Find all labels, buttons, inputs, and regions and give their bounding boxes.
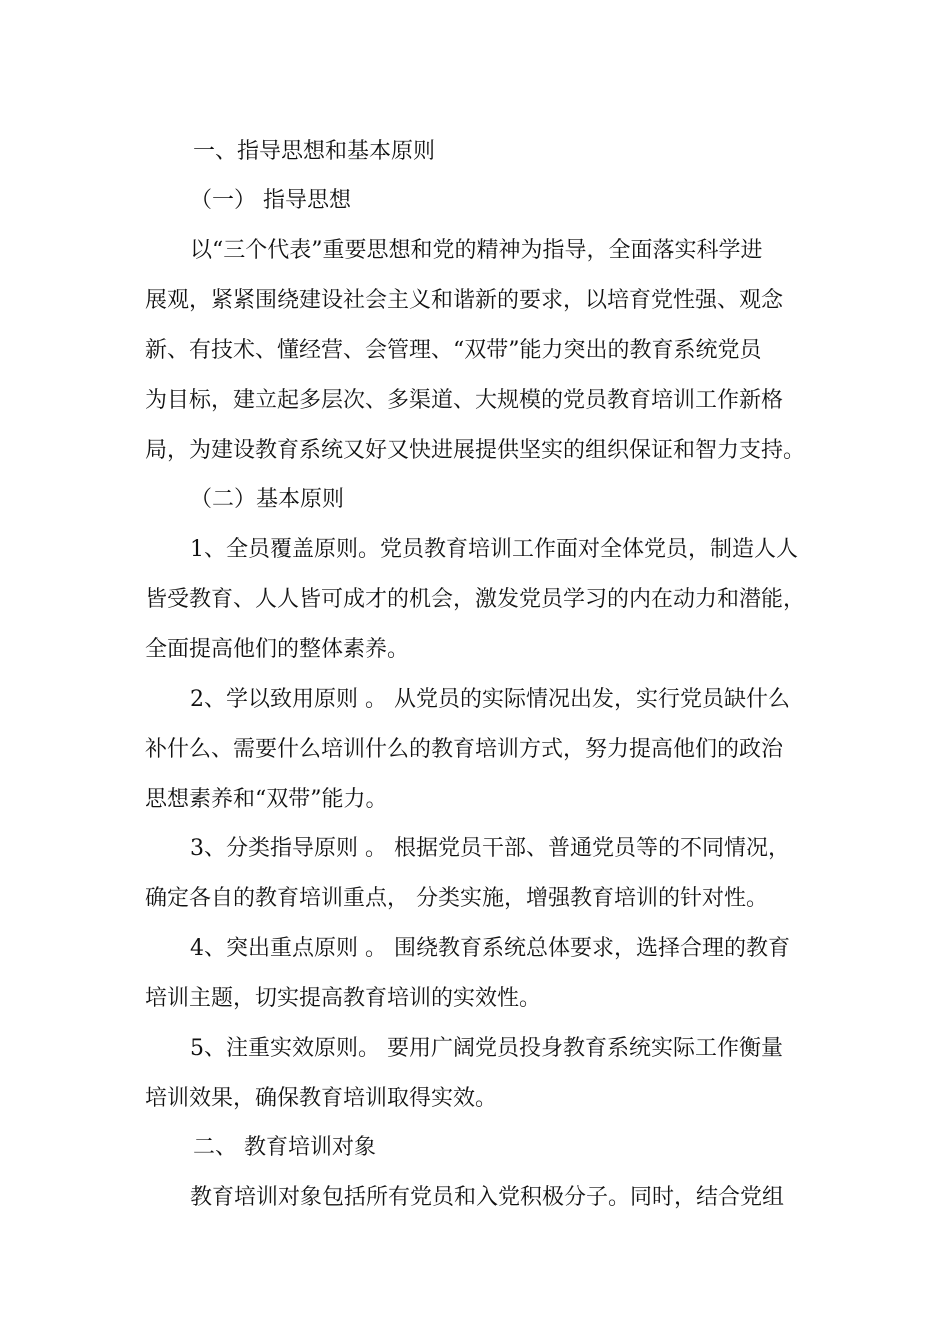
paragraph-line: 培训主题，切实提高教育培训的实效性。 <box>145 986 542 1011</box>
paragraph-line: 3、分类指导原则 。 根据党员干部、普通党员等的不同情况， <box>190 836 790 861</box>
subsection-heading-1: （一） 指导思想 <box>190 188 351 213</box>
paragraph-line: 为目标，建立起多层次、多渠道、大规模的党员教育培训工作新格 <box>145 388 784 413</box>
subsection-heading-2: （二）基本原则 <box>190 487 345 512</box>
paragraph-line: 局，为建设教育系统又好又快进展提供坚实的组织保证和智力支持。 <box>145 438 806 463</box>
paragraph-line: 5、注重实效原则。 要用广阔党员投身教育系统实际工作衡量 <box>190 1036 783 1061</box>
section-heading-1: 一、指导思想和基本原则 <box>193 139 436 164</box>
section-heading-2: 二、 教育培训对象 <box>193 1135 376 1160</box>
paragraph-line: 1、全员覆盖原则。党员教育培训工作面对全体党员，制造人人 <box>190 537 798 562</box>
paragraph-line: 确定各自的教育培训重点， 分类实施，增强教育培训的针对性。 <box>145 886 768 911</box>
paragraph-line: 全面提高他们的整体素养。 <box>145 637 410 662</box>
paragraph-line: 4、突出重点原则 。 围绕教育系统总体要求，选择合理的教育 <box>190 936 790 961</box>
paragraph-line: 以“三个代表”重要思想和党的精神为指导，全面落实科学进 <box>190 238 763 263</box>
paragraph-line: 新、有技术、懂经营、会管理、“双带”能力突出的教育系统党员 <box>145 338 762 363</box>
paragraph-line: 补什么、需要什么培训什么的教育培训方式，努力提高他们的政治 <box>145 737 784 762</box>
paragraph-line: 思想素养和“双带”能力。 <box>145 787 388 812</box>
paragraph-line: 2、学以致用原则 。 从党员的实际情况出发，实行党员缺什么 <box>190 687 790 712</box>
paragraph-line: 教育培训对象包括所有党员和入党积极分子。同时，结合党组 <box>190 1185 785 1210</box>
paragraph-line: 培训效果，确保教育培训取得实效。 <box>145 1086 498 1111</box>
paragraph-line: 展观，紧紧围绕建设社会主义和谐新的要求，以培育党性强、观念 <box>145 288 784 313</box>
paragraph-line: 皆受教育、人人皆可成才的机会，激发党员学习的内在动力和潜能， <box>145 587 806 612</box>
